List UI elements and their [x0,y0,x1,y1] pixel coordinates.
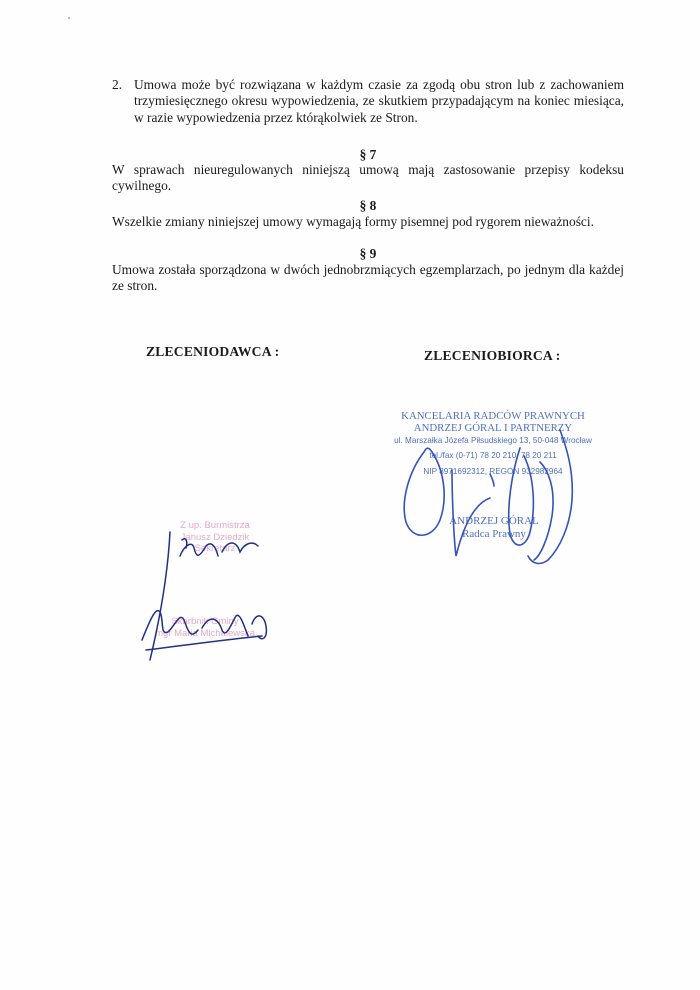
stamp-name: ANDRZEJ GÓRAL [449,515,539,527]
stamp-line: ANDRZEJ GÓRAL I PARTNERZY [413,422,573,435]
client-stamp-1 [160,520,270,555]
contractor-company-stamp [388,410,598,478]
section-8-text: Wszelkie zmiany niniejszej umowy wymagają formy pisemnej pod rygorem nieważności. [112,214,594,229]
item-2-text: Umowa może być rozwiązana w każdym czasie za zgodą obu stron lub z zachowaniem trzymiesięcznego okresu wypowiedzenia, ze skutkiem przypadającym na koniec miesiąca, w razie wypowiedzenia przez którąkolwiek ze Stron. [134,77,624,125]
section-7-heading: § 7 [359,147,377,162]
stamp-line: Sekretarz [194,543,236,554]
stamp-line: NIP 8971692312, REGON 932982964 [423,466,563,476]
stamp-line: Z up. Burmistrza [180,520,250,531]
stamp-line: Skarbnik Gminy [171,616,239,627]
section-7-text: W sprawach nieuregulowanych niniejszą umową mają zastosowanie przepisy kodeksu cywilnego. [112,162,624,194]
stamp-line: mgr Maria Michalewska [155,627,255,639]
stamp-line: Janusz Dziedzik [180,531,250,543]
contractor-label: ZLECENIOBIORCA : [424,348,561,363]
section-9-text: Umowa została sporządzona w dwóch jednobrzmiących egzemplarzach, po jednym dla każdej ze stron. [112,262,624,294]
scan-speck [68,17,70,19]
stamp-line: KANCELARIA RADCÓW PRAWNYCH [401,410,585,422]
contractor-name-stamp [434,515,554,541]
client-stamp-2 [150,616,260,639]
client-label: ZLECENIODAWCA : [146,344,280,359]
section-9-heading: § 9 [359,246,377,261]
section-8-heading: § 8 [359,198,377,213]
stamp-title: Radca Prawny [462,528,526,540]
stamp-line: ul. Marszałka Józefa Piłsudskiego 13, 50-048 Wrocław [394,435,592,445]
item-number: 2. [112,77,123,92]
stamp-line: tel./fax (0-71) 78 20 210, 78 20 211 [429,451,557,461]
